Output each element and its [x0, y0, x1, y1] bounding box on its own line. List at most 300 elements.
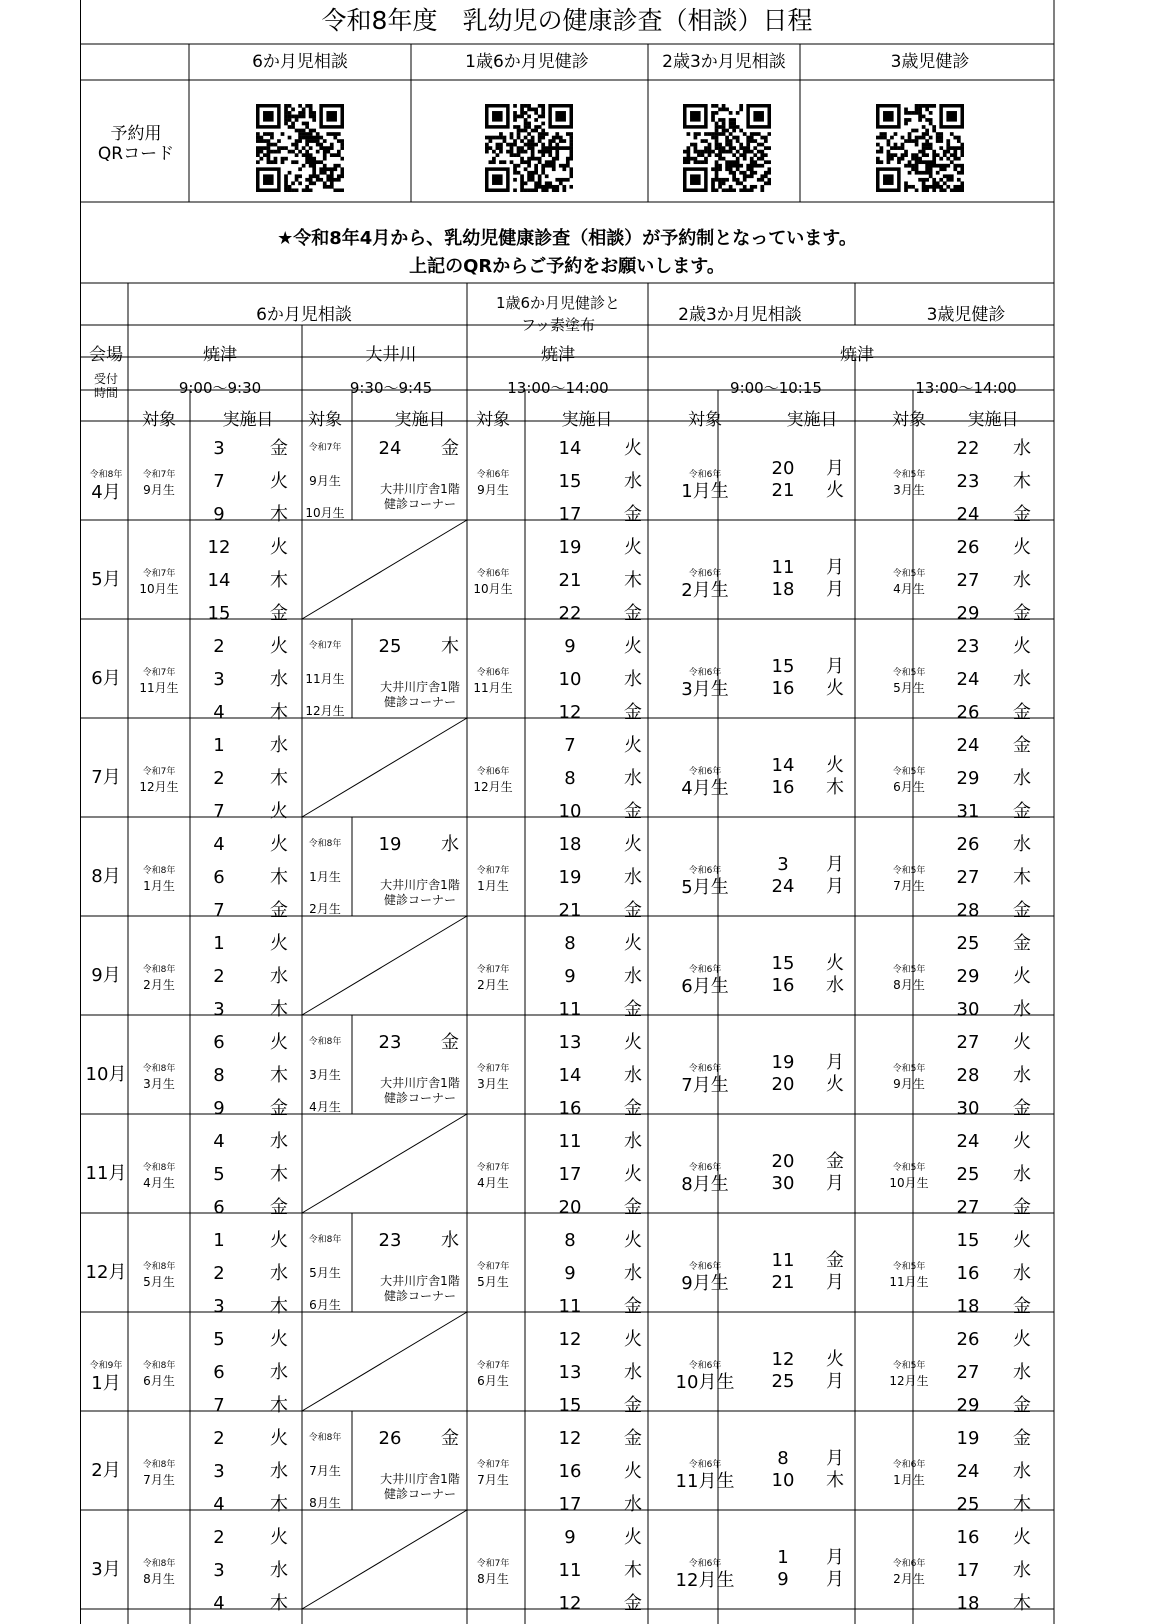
date-day: 24: [956, 504, 980, 525]
target-era: 令和5年: [892, 1163, 926, 1173]
date-day: 13: [558, 1362, 582, 1383]
date-day: 19: [771, 1052, 795, 1073]
date-weekday: 木: [270, 1593, 288, 1614]
date-weekday: 火: [1013, 1230, 1031, 1251]
target-era: 令和8年: [142, 1460, 176, 1470]
target-birth-month: 9月生: [477, 483, 509, 497]
date-day: 3: [213, 1296, 225, 1317]
target-birth-month: 9月生: [143, 483, 175, 497]
target-birth-month: 2月生: [143, 978, 175, 992]
qr-col-3y: 3歳児健診: [890, 52, 970, 72]
date-day: 11: [558, 1560, 582, 1581]
date-weekday: 水: [624, 966, 642, 987]
date-weekday: 金: [270, 1197, 288, 1218]
date-weekday: 金: [1013, 1197, 1031, 1218]
group-1y6m-fluoride: フッ素塗布: [521, 316, 595, 334]
date-weekday: 水: [624, 1131, 642, 1152]
date-weekday: 木: [1013, 867, 1031, 888]
target-era: 令和6年: [688, 965, 722, 975]
date-weekday: 水: [624, 768, 642, 789]
notice-line-2: 上記のQRからご予約をお願いします。: [409, 256, 725, 277]
date-weekday: 金: [1013, 603, 1031, 624]
target-era: 令和5年: [892, 965, 926, 975]
target-birth-month: 8月生: [143, 1572, 175, 1586]
date-day: 12: [558, 1329, 582, 1350]
date-weekday: 火: [270, 636, 288, 657]
date-day: 16: [956, 1263, 980, 1284]
target-era: 令和8年: [142, 1361, 176, 1371]
date-day: 1: [213, 1230, 225, 1251]
target-era: 令和7年: [476, 1262, 510, 1272]
target-birth-month: 7月生: [143, 1473, 175, 1487]
date-day: 8: [564, 933, 576, 954]
month-label: 11月: [85, 1163, 127, 1184]
date-weekday: 水: [624, 471, 642, 492]
date-day: 23: [956, 636, 980, 657]
date-weekday: 水: [270, 1131, 288, 1152]
target-era: 令和7年: [142, 470, 176, 480]
date-weekday: 金: [826, 1250, 844, 1271]
date-weekday: 金: [624, 1428, 642, 1449]
date-day: 24: [771, 876, 795, 897]
month-label: 3月: [91, 1559, 121, 1580]
date-day: 4: [213, 1494, 225, 1515]
date-weekday: 火: [624, 834, 642, 855]
date-weekday: 金: [624, 801, 642, 822]
date-day: 20: [771, 458, 795, 479]
target-birth-month: 11月生: [305, 672, 345, 686]
date-weekday: 水: [1013, 1560, 1031, 1581]
date-day: 23: [378, 1032, 402, 1053]
era-label: 令和9年: [89, 1361, 123, 1371]
date-weekday: 木: [270, 1164, 288, 1185]
date-weekday: 金: [624, 1296, 642, 1317]
date-weekday: 火: [1013, 537, 1031, 558]
col-dates: 実施日: [561, 410, 613, 430]
date-day: 25: [378, 636, 402, 657]
date-weekday: 月: [826, 1448, 844, 1469]
date-day: 24: [956, 669, 980, 690]
target-birth-month: 9月生: [309, 474, 341, 488]
date-weekday: 水: [270, 1362, 288, 1383]
time-2y3m: 9:00〜10:15: [730, 379, 822, 397]
date-weekday: 月: [826, 1272, 844, 1293]
date-day: 7: [213, 1395, 225, 1416]
target-era: 令和8年: [308, 839, 342, 849]
date-weekday: 金: [1013, 1428, 1031, 1449]
date-day: 19: [558, 867, 582, 888]
date-day: 4: [213, 834, 225, 855]
date-weekday: 金: [826, 1151, 844, 1172]
target-era: 令和6年: [688, 767, 722, 777]
time-6m-oigawa: 9:30〜9:45: [349, 379, 433, 397]
target-birth-month: 1月生: [477, 879, 509, 893]
date-weekday: 金: [1013, 702, 1031, 723]
target-birth-month: 12月生: [675, 1570, 735, 1591]
month-label: 7月: [91, 767, 121, 788]
qr-code-icon[interactable]: [485, 104, 573, 192]
target-era: 令和5年: [892, 866, 926, 876]
target-birth-month: 4月生: [681, 778, 729, 799]
oigawa-venue-line2: 健診コーナー: [383, 695, 457, 709]
target-birth-month: 2月生: [477, 978, 509, 992]
target-birth-month: 8月生: [893, 978, 925, 992]
target-birth-month: 1月生: [893, 1473, 925, 1487]
era-label: 令和8年: [89, 470, 123, 480]
date-day: 29: [956, 966, 980, 987]
date-weekday: 月: [826, 579, 844, 600]
date-weekday: 金: [1013, 504, 1031, 525]
date-day: 17: [558, 1494, 582, 1515]
date-day: 2: [213, 966, 225, 987]
date-day: 10: [558, 801, 582, 822]
target-era: 令和6年: [476, 569, 510, 579]
date-day: 29: [956, 603, 980, 624]
date-day: 15: [558, 471, 582, 492]
date-day: 26: [378, 1428, 402, 1449]
qr-code-icon[interactable]: [683, 104, 771, 192]
group-6month: 6か月児相談: [256, 305, 352, 325]
date-day: 2: [213, 1263, 225, 1284]
target-era: 令和6年: [892, 1460, 926, 1470]
target-birth-month: 12月生: [889, 1374, 929, 1388]
col-target: 対象: [892, 410, 926, 430]
date-weekday: 火: [270, 537, 288, 558]
target-birth-month: 11月生: [473, 681, 513, 695]
date-weekday: 火: [624, 1329, 642, 1350]
target-era: 令和6年: [688, 1460, 722, 1470]
date-weekday: 金: [441, 1032, 459, 1053]
target-era: 令和7年: [142, 767, 176, 777]
target-birth-month: 1月生: [143, 879, 175, 893]
target-birth-month: 2月生: [893, 1572, 925, 1586]
col-target: 対象: [688, 410, 722, 430]
date-day: 24: [956, 1131, 980, 1152]
target-era: 令和7年: [476, 1460, 510, 1470]
date-day: 19: [378, 834, 402, 855]
date-weekday: 水: [270, 966, 288, 987]
oigawa-venue-line1: 大井川庁舎1階: [380, 878, 460, 892]
date-day: 24: [956, 1461, 980, 1482]
oigawa-venue-line2: 健診コーナー: [383, 1289, 457, 1303]
date-weekday: 火: [826, 953, 844, 974]
date-weekday: 月: [826, 656, 844, 677]
date-weekday: 木: [270, 504, 288, 525]
date-day: 8: [777, 1448, 789, 1469]
target-era: 令和7年: [476, 965, 510, 975]
date-weekday: 金: [624, 900, 642, 921]
oigawa-venue-line1: 大井川庁舎1階: [380, 1274, 460, 1288]
month-label: 5月: [91, 569, 121, 590]
date-day: 12: [771, 1349, 795, 1370]
target-birth-month: 3月生: [681, 679, 729, 700]
qr-col-2y3m: 2歳3か月児相談: [662, 52, 786, 72]
target-era: 令和8年: [142, 1559, 176, 1569]
date-weekday: 木: [441, 636, 459, 657]
month-label: 9月: [91, 965, 121, 986]
date-weekday: 金: [624, 702, 642, 723]
qr-code-icon[interactable]: [876, 104, 964, 192]
date-day: 5: [213, 1164, 225, 1185]
date-weekday: 金: [624, 1197, 642, 1218]
target-birth-month: 6月生: [309, 1298, 341, 1312]
target-birth-month: 6月生: [893, 780, 925, 794]
date-weekday: 火: [270, 471, 288, 492]
date-day: 22: [558, 603, 582, 624]
date-weekday: 水: [624, 1065, 642, 1086]
date-day: 12: [558, 1428, 582, 1449]
date-day: 25: [771, 1371, 795, 1392]
date-day: 25: [956, 1164, 980, 1185]
date-weekday: 火: [624, 933, 642, 954]
date-day: 12: [558, 702, 582, 723]
target-era: 令和7年: [142, 668, 176, 678]
date-day: 24: [956, 735, 980, 756]
oigawa-venue-line1: 大井川庁舎1階: [380, 1472, 460, 1486]
target-era: 令和8年: [308, 1037, 342, 1047]
target-birth-month: 2月生: [309, 902, 341, 916]
date-day: 21: [558, 570, 582, 591]
date-day: 9: [777, 1569, 789, 1590]
target-era: 令和6年: [688, 1262, 722, 1272]
date-weekday: 木: [270, 1395, 288, 1416]
target-birth-month: 3月生: [309, 1068, 341, 1082]
oigawa-venue-line2: 健診コーナー: [383, 893, 457, 907]
date-day: 29: [956, 768, 980, 789]
date-weekday: 木: [270, 1494, 288, 1515]
date-day: 9: [564, 1263, 576, 1284]
date-weekday: 火: [1013, 1032, 1031, 1053]
date-day: 6: [213, 1032, 225, 1053]
venue-label: 会場: [89, 345, 123, 365]
date-day: 15: [771, 656, 795, 677]
date-day: 17: [558, 504, 582, 525]
date-day: 10: [558, 669, 582, 690]
month-label: 1月: [91, 1373, 121, 1394]
date-day: 3: [777, 854, 789, 875]
qr-col-6month: 6か月児相談: [252, 52, 348, 72]
date-weekday: 水: [624, 669, 642, 690]
target-era: 令和7年: [476, 1163, 510, 1173]
target-era: 令和6年: [688, 1064, 722, 1074]
date-weekday: 木: [270, 702, 288, 723]
date-day: 16: [771, 975, 795, 996]
target-birth-month: 6月生: [143, 1374, 175, 1388]
date-day: 22: [956, 438, 980, 459]
date-day: 26: [956, 702, 980, 723]
group-1y6m: 1歳6か月児健診と: [495, 294, 621, 312]
date-day: 26: [956, 537, 980, 558]
target-era: 令和8年: [142, 1064, 176, 1074]
date-weekday: 火: [1013, 966, 1031, 987]
oigawa-venue-line2: 健診コーナー: [383, 1091, 457, 1105]
date-weekday: 金: [624, 1098, 642, 1119]
date-day: 28: [956, 900, 980, 921]
target-birth-month: 7月生: [477, 1473, 509, 1487]
notice-line-1: ★令和8年4月から、乳幼児健康診査（相談）が予約制となっています。: [277, 228, 857, 249]
target-era: 令和8年: [142, 965, 176, 975]
date-day: 8: [564, 768, 576, 789]
venue-oigawa: 大井川: [365, 345, 417, 365]
target-birth-month: 12月生: [305, 704, 345, 718]
target-birth-month: 5月生: [143, 1275, 175, 1289]
page-title: 令和8年度 乳幼児の健康診査（相談）日程: [321, 6, 813, 35]
date-day: 26: [956, 834, 980, 855]
target-birth-month: 5月生: [309, 1266, 341, 1280]
month-label: 2月: [91, 1460, 121, 1481]
date-weekday: 木: [270, 768, 288, 789]
date-day: 1: [213, 735, 225, 756]
target-era: 令和6年: [688, 1559, 722, 1569]
venue-yaizu-6m: 焼津: [203, 345, 237, 365]
date-day: 6: [213, 867, 225, 888]
date-day: 13: [558, 1032, 582, 1053]
date-day: 15: [956, 1230, 980, 1251]
date-weekday: 水: [624, 1263, 642, 1284]
date-weekday: 火: [270, 1032, 288, 1053]
date-day: 18: [558, 834, 582, 855]
date-day: 3: [213, 999, 225, 1020]
date-weekday: 木: [624, 1560, 642, 1581]
date-day: 12: [558, 1593, 582, 1614]
col-dates: 実施日: [786, 410, 838, 430]
target-birth-month: 1月生: [681, 481, 729, 502]
date-day: 17: [956, 1560, 980, 1581]
date-weekday: 水: [1013, 1065, 1031, 1086]
date-day: 14: [207, 570, 231, 591]
date-day: 7: [213, 801, 225, 822]
target-birth-month: 11月生: [675, 1471, 735, 1492]
date-day: 7: [564, 735, 576, 756]
target-era: 令和5年: [892, 668, 926, 678]
target-era: 令和8年: [142, 866, 176, 876]
date-day: 27: [956, 867, 980, 888]
date-day: 6: [213, 1197, 225, 1218]
target-birth-month: 8月生: [681, 1174, 729, 1195]
date-day: 2: [213, 768, 225, 789]
date-day: 3: [213, 669, 225, 690]
date-day: 23: [378, 1230, 402, 1251]
month-label: 8月: [91, 866, 121, 887]
target-era: 令和6年: [688, 470, 722, 480]
col-target: 対象: [308, 410, 342, 430]
date-day: 9: [564, 1527, 576, 1548]
time-1y6m: 13:00〜14:00: [507, 379, 609, 397]
month-label: 6月: [91, 668, 121, 689]
group-3y: 3歳児健診: [926, 305, 1006, 325]
target-era: 令和6年: [476, 470, 510, 480]
date-weekday: 木: [270, 999, 288, 1020]
oigawa-venue-line1: 大井川庁舎1階: [380, 1076, 460, 1090]
date-day: 21: [558, 900, 582, 921]
target-era: 令和8年: [308, 1433, 342, 1443]
date-day: 9: [564, 636, 576, 657]
target-era: 令和7年: [476, 1361, 510, 1371]
date-weekday: 月: [826, 458, 844, 479]
target-birth-month: 10月生: [473, 582, 513, 596]
date-weekday: 火: [624, 1527, 642, 1548]
target-era: 令和6年: [688, 1361, 722, 1371]
target-era: 令和7年: [308, 443, 342, 453]
date-day: 27: [956, 1197, 980, 1218]
col-dates: 実施日: [222, 410, 274, 430]
date-weekday: 火: [270, 1428, 288, 1449]
date-weekday: 水: [441, 834, 459, 855]
group-2y3m: 2歳3か月児相談: [678, 305, 802, 325]
date-weekday: 月: [826, 557, 844, 578]
date-weekday: 火: [624, 537, 642, 558]
date-day: 8: [213, 1065, 225, 1086]
target-birth-month: 3月生: [143, 1077, 175, 1091]
date-weekday: 金: [270, 1098, 288, 1119]
date-day: 20: [558, 1197, 582, 1218]
date-weekday: 金: [1013, 1296, 1031, 1317]
date-weekday: 水: [1013, 1461, 1031, 1482]
date-day: 4: [213, 702, 225, 723]
target-birth-month: 10月生: [675, 1372, 735, 1393]
date-weekday: 水: [1013, 669, 1031, 690]
date-weekday: 火: [624, 636, 642, 657]
target-era: 令和5年: [892, 1064, 926, 1074]
month-label: 12月: [85, 1262, 127, 1283]
date-day: 14: [558, 438, 582, 459]
oigawa-venue-line2: 健診コーナー: [383, 1487, 457, 1501]
date-day: 12: [207, 537, 231, 558]
target-birth-month: 1月生: [309, 870, 341, 884]
date-weekday: 水: [441, 1230, 459, 1251]
date-weekday: 水: [826, 975, 844, 996]
date-day: 17: [558, 1164, 582, 1185]
target-birth-month: 3月生: [893, 483, 925, 497]
date-weekday: 木: [624, 570, 642, 591]
target-birth-month: 9月生: [681, 1273, 729, 1294]
date-weekday: 火: [826, 480, 844, 501]
date-weekday: 月: [826, 1569, 844, 1590]
date-day: 7: [213, 471, 225, 492]
target-birth-month: 9月生: [893, 1077, 925, 1091]
target-era: 令和5年: [892, 569, 926, 579]
date-day: 9: [213, 1098, 225, 1119]
date-day: 15: [771, 953, 795, 974]
date-weekday: 水: [1013, 1263, 1031, 1284]
target-birth-month: 10月生: [889, 1176, 929, 1190]
date-weekday: 火: [826, 1074, 844, 1095]
target-era: 令和6年: [688, 866, 722, 876]
date-weekday: 水: [1013, 768, 1031, 789]
date-day: 29: [956, 1395, 980, 1416]
date-day: 24: [378, 438, 402, 459]
date-day: 16: [771, 678, 795, 699]
date-weekday: 木: [1013, 1593, 1031, 1614]
date-day: 18: [956, 1593, 980, 1614]
col-dates: 実施日: [967, 410, 1019, 430]
qr-code-icon[interactable]: [256, 104, 344, 192]
date-day: 2: [213, 1527, 225, 1548]
date-weekday: 金: [1013, 900, 1031, 921]
oigawa-venue-line1: 大井川庁舎1階: [380, 482, 460, 496]
date-day: 11: [558, 999, 582, 1020]
target-era: 令和7年: [476, 866, 510, 876]
date-weekday: 木: [270, 570, 288, 591]
date-weekday: 火: [624, 1461, 642, 1482]
date-weekday: 水: [1013, 438, 1031, 459]
date-day: 3: [213, 438, 225, 459]
date-weekday: 火: [270, 801, 288, 822]
date-day: 2: [213, 636, 225, 657]
date-day: 16: [771, 777, 795, 798]
date-weekday: 金: [624, 999, 642, 1020]
target-era: 令和5年: [892, 767, 926, 777]
